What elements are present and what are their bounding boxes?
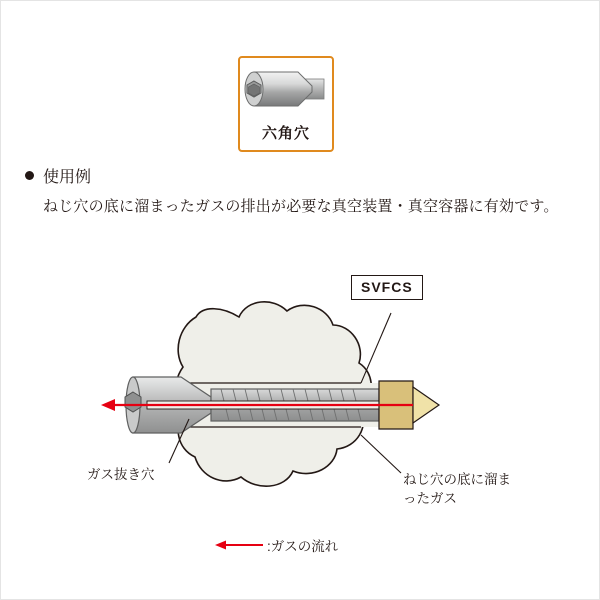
usage-heading <box>25 164 91 187</box>
hex-socket-label: 六角穴 <box>261 125 310 142</box>
legend <box>213 535 338 555</box>
legend-label: :ガスの流れ <box>267 539 339 554</box>
callout-gas-hole: ガス抜き穴 <box>87 467 155 482</box>
legend-arrow-icon <box>213 539 265 551</box>
usage-diagram <box>61 259 541 579</box>
usage-heading-label: 使用例 <box>43 169 92 186</box>
hex-socket-screw-icon <box>240 62 332 120</box>
part-label-svfcs: SVFCS <box>351 275 423 300</box>
bullet-dot-icon <box>25 171 34 180</box>
diagram-svg <box>61 259 541 579</box>
hex-socket-card <box>238 56 334 152</box>
usage-body-text: ねじ穴の底に溜まったガスの排出が必要な真空装置・真空容器に有効です。 <box>43 198 559 215</box>
callout-trapped-gas: ねじ穴の底に溜まったガス <box>403 472 511 506</box>
